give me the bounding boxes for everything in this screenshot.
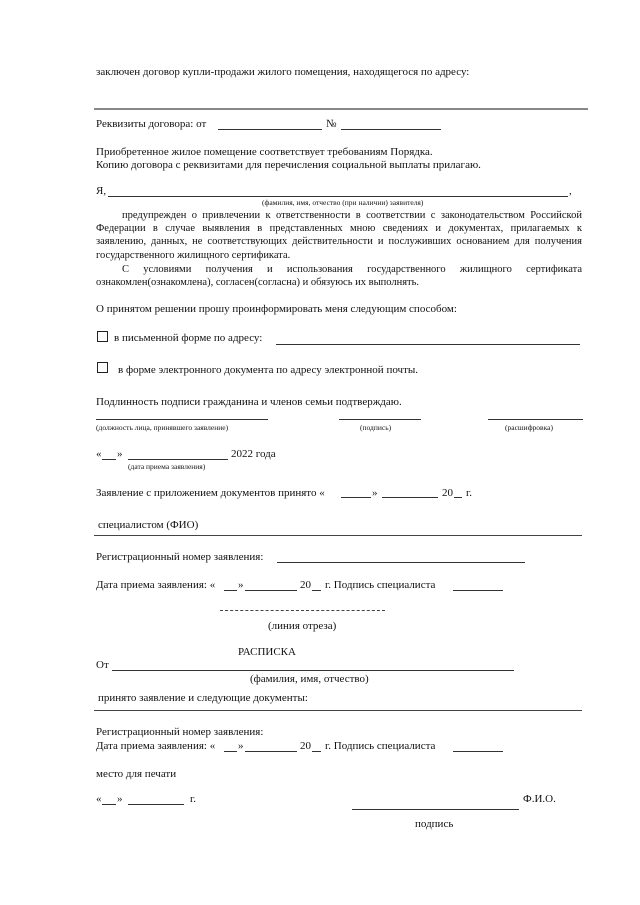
receipt-date-prefix: Дата приема заявления: « (96, 740, 216, 752)
accepted-year-field[interactable] (454, 497, 462, 498)
receipt-month-field[interactable] (245, 751, 297, 752)
signature-label: подпись (415, 818, 454, 830)
reg-number-field[interactable] (277, 562, 525, 563)
accepted-century: 20 (442, 487, 453, 499)
accepted-suffix: г. (466, 487, 473, 499)
reg-number-label: Регистрационный номер заявления: (96, 551, 264, 563)
date-year: 2022 года (231, 448, 276, 460)
specialist-line[interactable] (94, 535, 582, 536)
contract-requisites-label: Реквизиты договора: от (96, 118, 207, 130)
accepted-mid: » (372, 487, 378, 499)
receipt-title: РАСПИСКА (238, 646, 296, 658)
receive-century: 20 (300, 579, 311, 591)
option-written-label: в письменной форме по адресу: (114, 332, 263, 344)
receipt-reg-number: Регистрационный номер заявления: (96, 726, 264, 738)
specialist-label: специалистом (ФИО) (98, 519, 199, 531)
final-month-field[interactable] (128, 804, 184, 805)
receive-month-field[interactable] (245, 590, 297, 591)
receipt-date-suffix: г. Подпись специалиста (325, 740, 436, 752)
fio-label: Ф.И.О. (523, 793, 556, 805)
warning-paragraph (96, 209, 582, 262)
electronic-form-checkbox[interactable] (97, 362, 108, 373)
receipt-specialist-signature-field[interactable] (453, 751, 503, 752)
signature-confirm: Подлинность подписи гражданина и членов семьи подтверждаю. (96, 396, 402, 408)
fio-signature-field[interactable] (352, 809, 519, 810)
transcript-caption: (расшифровка) (505, 423, 553, 432)
declarant-suffix: , (569, 185, 572, 197)
signature-caption: (подпись) (360, 423, 392, 432)
position-caption: (должность лица, принявшего заявление) (96, 423, 229, 432)
contract-number-field[interactable] (341, 129, 441, 130)
written-form-checkbox[interactable] (97, 331, 108, 342)
attach-line: Копию договора с реквизитами для перечисления социальной выплаты прилагаю. (96, 159, 481, 171)
receive-date-prefix: Дата приема заявления: « (96, 579, 216, 591)
contract-number-sign: № (326, 118, 337, 130)
date-day-field[interactable] (102, 459, 116, 460)
warning-paragraph-text: предупрежден о привлечении к ответственности в соответствии с законодательством Российской Федерации в случае выявления в представленных мною сведениях и документах, прилагаемых к заявлению, данных, не соответствующих действительности и послуживших основанием для получения государственного жилищного сертификата. (96, 210, 582, 261)
final-quote-open: « (96, 793, 102, 805)
accepted-day-field[interactable] (341, 497, 371, 498)
option-electronic-label: в форме электронного документа по адресу электронной почты. (118, 364, 419, 376)
date-month-field[interactable] (128, 459, 228, 460)
compliance-line: Приобретенное жилое помещение соответствует требованиям Порядка. (96, 146, 433, 158)
final-day-field[interactable] (102, 804, 116, 805)
accepted-month-field[interactable] (382, 497, 438, 498)
declarant-caption: (фамилия, имя, отчество (при наличии) заявителя) (262, 198, 424, 207)
accepted-prefix: Заявление с приложением документов принято « (96, 487, 325, 499)
date-caption: (дата приема заявления) (128, 462, 206, 471)
date-quote-close: » (117, 448, 123, 460)
written-address-field[interactable] (276, 344, 580, 345)
conditions-paragraph-text: С условиями получения и использования государственного жилищного сертификата ознакомлен(ознакомлена), согласен(согласна) и обязуюсь их выполнять. (96, 264, 582, 289)
address-line[interactable] (94, 108, 588, 110)
transcript-field[interactable] (488, 419, 583, 420)
receipt-from-field[interactable] (112, 670, 514, 671)
intro-line: заключен договор купли-продажи жилого помещения, находящегося по адресу: (96, 66, 470, 78)
receipt-documents-line[interactable] (94, 710, 582, 711)
receive-suffix: г. Подпись специалиста (325, 579, 436, 591)
receipt-century: 20 (300, 740, 311, 752)
specialist-signature-field[interactable] (453, 590, 503, 591)
contract-date-field[interactable] (218, 129, 322, 130)
notify-line: О принятом решении прошу проинформировать меня следующим способом: (96, 303, 457, 315)
receipt-accepted-label: принято заявление и следующие документы: (98, 692, 308, 704)
declarant-name-field[interactable] (108, 196, 568, 197)
receipt-from-label: От (96, 659, 109, 671)
final-quote-close: » (117, 793, 123, 805)
receive-year-field[interactable] (312, 590, 321, 591)
declarant-prefix: Я, (96, 185, 107, 197)
position-field[interactable] (96, 419, 268, 420)
date-quote-open: « (96, 448, 102, 460)
receipt-day-field[interactable] (224, 751, 237, 752)
final-year: г. (190, 793, 197, 805)
signature-field[interactable] (339, 419, 421, 420)
cut-dashed-line (220, 610, 385, 611)
receipt-date-close: » (238, 740, 244, 752)
receipt-from-caption: (фамилия, имя, отчество) (250, 673, 369, 685)
stamp-place-label: место для печати (96, 768, 177, 780)
receive-day-field[interactable] (224, 590, 237, 591)
receive-date-close: » (238, 579, 244, 591)
receipt-year-field[interactable] (312, 751, 321, 752)
cut-line-caption: (линия отреза) (268, 620, 337, 632)
conditions-paragraph (96, 263, 582, 289)
